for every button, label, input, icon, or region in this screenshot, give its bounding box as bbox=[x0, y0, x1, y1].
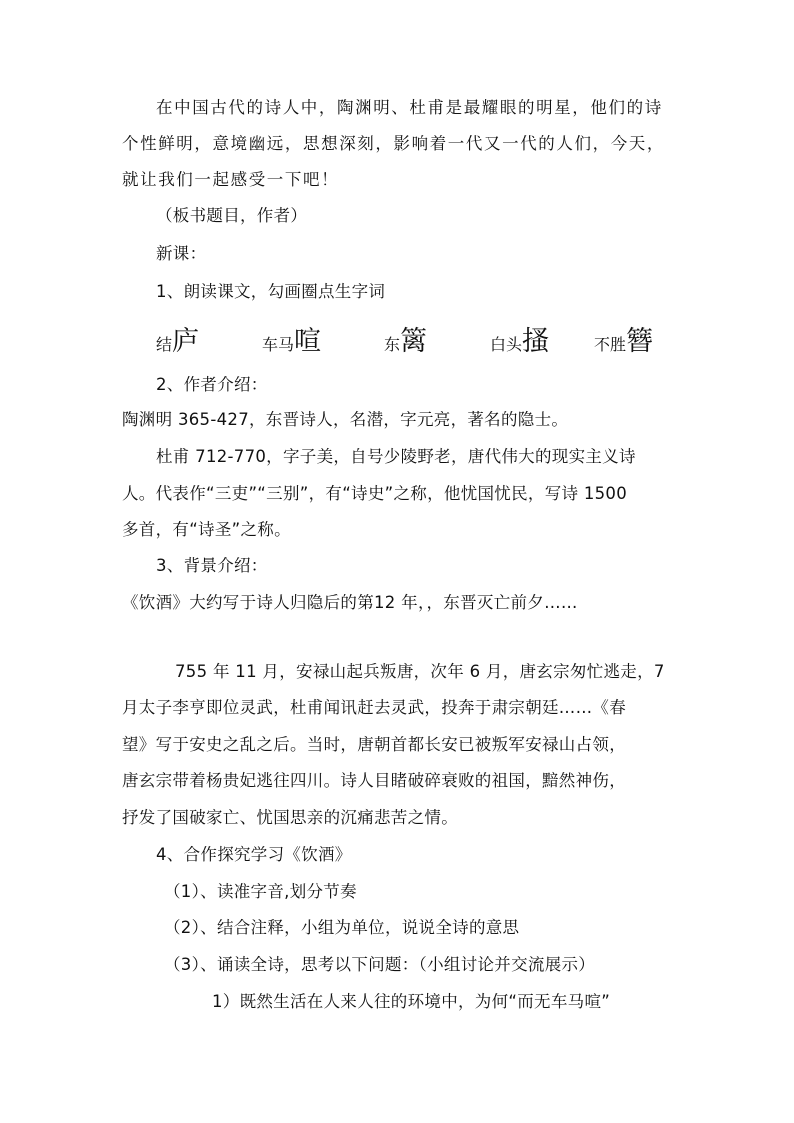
vocab-item-2 bbox=[262, 319, 321, 358]
sub-step-1: （1）、读准字音,划分节奏 bbox=[164, 882, 357, 901]
vocab-prefix: 东 bbox=[384, 335, 401, 354]
intro-paragraph-line-1: 在中国古代的诗人中，陶渊明、杜甫是最耀眼的明星，他们的诗 bbox=[156, 98, 663, 117]
intro-paragraph-line-2: 个性鲜明，意境幽远，思想深刻，影响着一代又一代的人们，今天， bbox=[122, 134, 665, 153]
vocab-char: 喧 bbox=[294, 326, 322, 357]
chunwang-background-line-2: 月太子李亨即位灵武，杜甫闻讯赶去灵武，投奔于肃宗朝廷……《春 bbox=[122, 698, 626, 717]
vocab-char: 庐 bbox=[172, 326, 200, 357]
chunwang-background-line-4: 唐玄宗带着杨贵妃逃往四川。诗人目睹破碎衰败的祖国，黯然神伤， bbox=[122, 771, 626, 790]
vocab-prefix: 车马 bbox=[262, 335, 295, 354]
du-fu-intro-line-2: 人。代表作“三吏”“三别”，有“诗史”之称，他忧国忧民，写诗 1500 bbox=[122, 484, 628, 503]
step-2-heading: 2、作者介绍： bbox=[156, 375, 268, 394]
vocab-item-5 bbox=[594, 319, 653, 358]
step-4-heading: 4、合作探究学习《饮酒》 bbox=[156, 845, 352, 864]
vocab-prefix: 白头 bbox=[490, 335, 523, 354]
vocab-item-1 bbox=[156, 319, 199, 358]
vocab-item-4 bbox=[490, 319, 549, 358]
new-lesson-heading: 新课： bbox=[156, 244, 207, 263]
vocab-char: 篱 bbox=[400, 326, 428, 357]
discussion-question-1: 1）既然生活在人来人往的环境中，为何“而无车马喧” bbox=[212, 992, 611, 1011]
chunwang-background-line-1: 755 年 11 月，安禄山起兵叛唐，次年 6 月，唐玄宗匆忙逃走，7 bbox=[175, 662, 665, 681]
sub-step-2: （2）、结合注释，小组为单位，说说全诗的意思 bbox=[164, 918, 520, 937]
step-3-heading: 3、背景介绍： bbox=[156, 556, 268, 575]
intro-paragraph-line-3: 就让我们一起感受一下吧！ bbox=[122, 170, 340, 189]
board-note: （板书题目，作者） bbox=[156, 206, 308, 225]
du-fu-intro-line-3: 多首，有“诗圣”之称。 bbox=[122, 520, 291, 539]
vocab-item-3 bbox=[384, 319, 427, 358]
vocab-char: 簪 bbox=[626, 326, 654, 357]
chunwang-background-line-5: 抒发了国破家亡、忧国思亲的沉痛悲苦之情。 bbox=[122, 808, 458, 827]
vocab-prefix: 结 bbox=[156, 335, 173, 354]
chunwang-background-line-3: 望》写于安史之乱之后。当时，唐朝首都长安已被叛军安禄山占领， bbox=[122, 735, 626, 754]
vocab-char: 搔 bbox=[522, 326, 550, 357]
yinjiu-background: 《饮酒》大约写于诗人归隐后的第12 年，，东晋灭亡前夕…… bbox=[122, 593, 578, 612]
sub-step-3: （3）、诵读全诗，思考以下问题：（小组讨论并交流展示） bbox=[164, 955, 596, 974]
vocab-prefix: 不胜 bbox=[594, 335, 627, 354]
du-fu-intro-line-1: 杜甫 712-770，字子美，自号少陵野老，唐代伟大的现实主义诗 bbox=[156, 447, 636, 466]
tao-yuanming-intro: 陶渊明 365-427，东晋诗人，名潜，字元亮，著名的隐士。 bbox=[122, 410, 569, 429]
step-1-heading: 1、朗读课文，勾画圈点生字词 bbox=[156, 282, 386, 301]
